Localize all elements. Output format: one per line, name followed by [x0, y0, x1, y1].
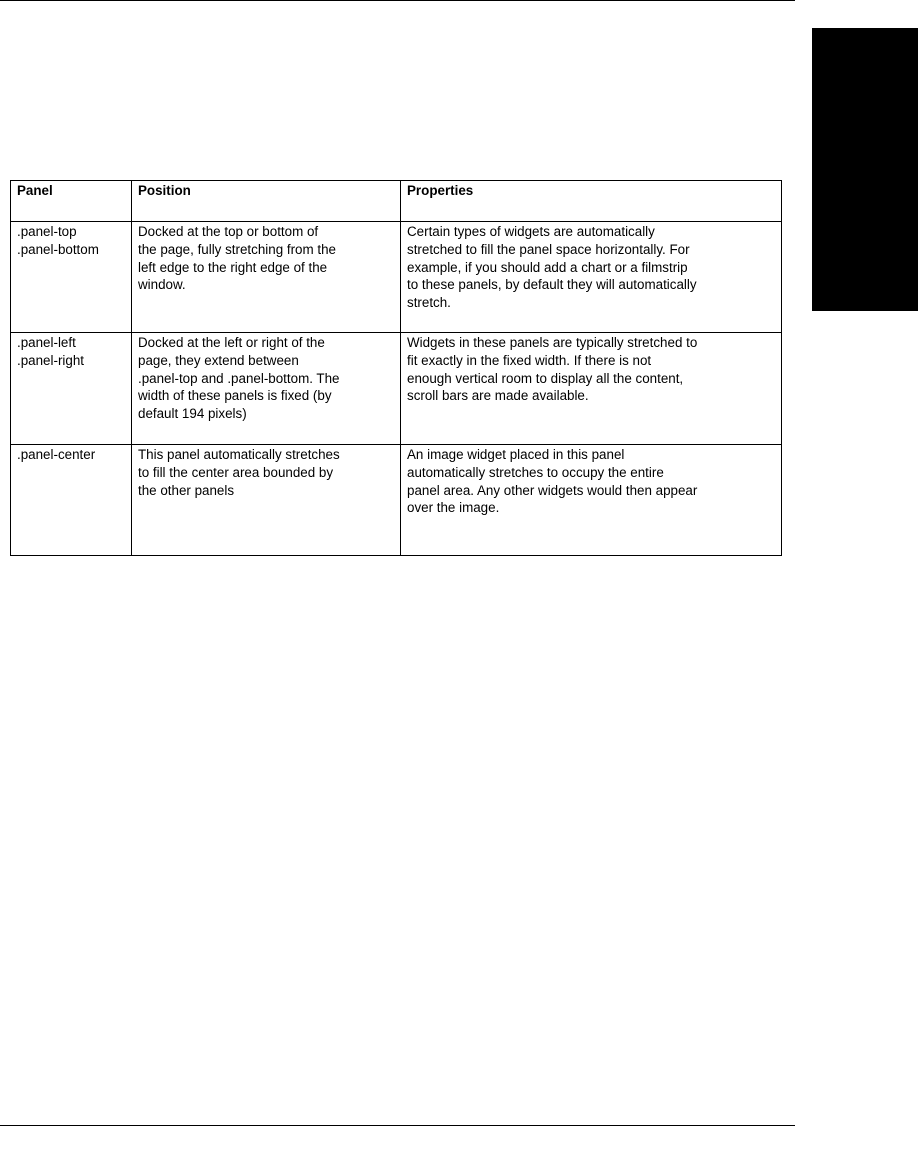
table-row — [11, 445, 782, 556]
cell-line: to fill the center area bounded by — [138, 464, 334, 480]
cell-line: .panel-bottom — [17, 241, 99, 257]
cell-line: enough vertical room to display all the content, — [407, 370, 684, 386]
panel-cell — [11, 222, 132, 333]
cell-line: .panel-top — [17, 224, 77, 239]
cell-line: stretch. — [407, 295, 451, 311]
cell-line: left edge to the right edge of the — [138, 259, 328, 275]
table-row — [11, 222, 782, 333]
cell-line: automatically stretches to occupy the entire — [407, 464, 664, 480]
cell-line: Docked at the left or right of the — [138, 335, 325, 350]
table-row — [11, 333, 782, 445]
cell-line: .panel-top and .panel-bottom. The — [138, 370, 340, 386]
cell-line: This panel automatically stretches — [138, 447, 340, 462]
cell-line: default 194 pixels) — [138, 406, 247, 422]
cell-line: example, if you should add a chart or a filmstrip — [407, 259, 688, 275]
cell-line: scroll bars are made available. — [407, 388, 589, 404]
header-position: Position — [132, 181, 401, 222]
cell-line: fit exactly in the fixed width. If there is not — [407, 352, 652, 368]
footer-rule — [0, 1125, 795, 1126]
properties-cell — [401, 445, 782, 556]
cell-line: page, they extend between — [138, 352, 299, 368]
cell-line: .panel-left — [17, 335, 76, 350]
cell-line: .panel-right — [17, 352, 84, 368]
cell-line: panel area. Any other widgets would then appear — [407, 482, 698, 498]
panel-properties-table — [10, 180, 782, 556]
header-panel: Panel — [11, 181, 132, 222]
position-cell — [132, 333, 401, 445]
cell-line: .panel-center — [17, 447, 96, 462]
cell-line: the other panels — [138, 482, 235, 498]
chapter-thumb-tab — [812, 28, 918, 311]
cell-line: Docked at the top or bottom of — [138, 224, 319, 239]
position-cell — [132, 445, 401, 556]
header-rule — [0, 0, 795, 1]
header-properties: Properties — [401, 181, 782, 222]
panel-cell — [11, 445, 132, 556]
table-header-row — [11, 181, 782, 222]
cell-line: the page, fully stretching from the — [138, 241, 336, 257]
cell-line: An image widget placed in this panel — [407, 447, 625, 462]
cell-line: over the image. — [407, 500, 500, 516]
properties-cell — [401, 333, 782, 445]
cell-line: width of these panels is fixed (by — [138, 388, 332, 404]
cell-line: to these panels, by default they will automatically — [407, 277, 697, 293]
properties-cell — [401, 222, 782, 333]
cell-line: Certain types of widgets are automatically — [407, 224, 655, 239]
cell-line: stretched to fill the panel space horizontally. For — [407, 241, 690, 257]
panel-cell — [11, 333, 132, 445]
position-cell — [132, 222, 401, 333]
cell-line: Widgets in these panels are typically stretched to — [407, 335, 698, 350]
cell-line: window. — [138, 277, 186, 293]
